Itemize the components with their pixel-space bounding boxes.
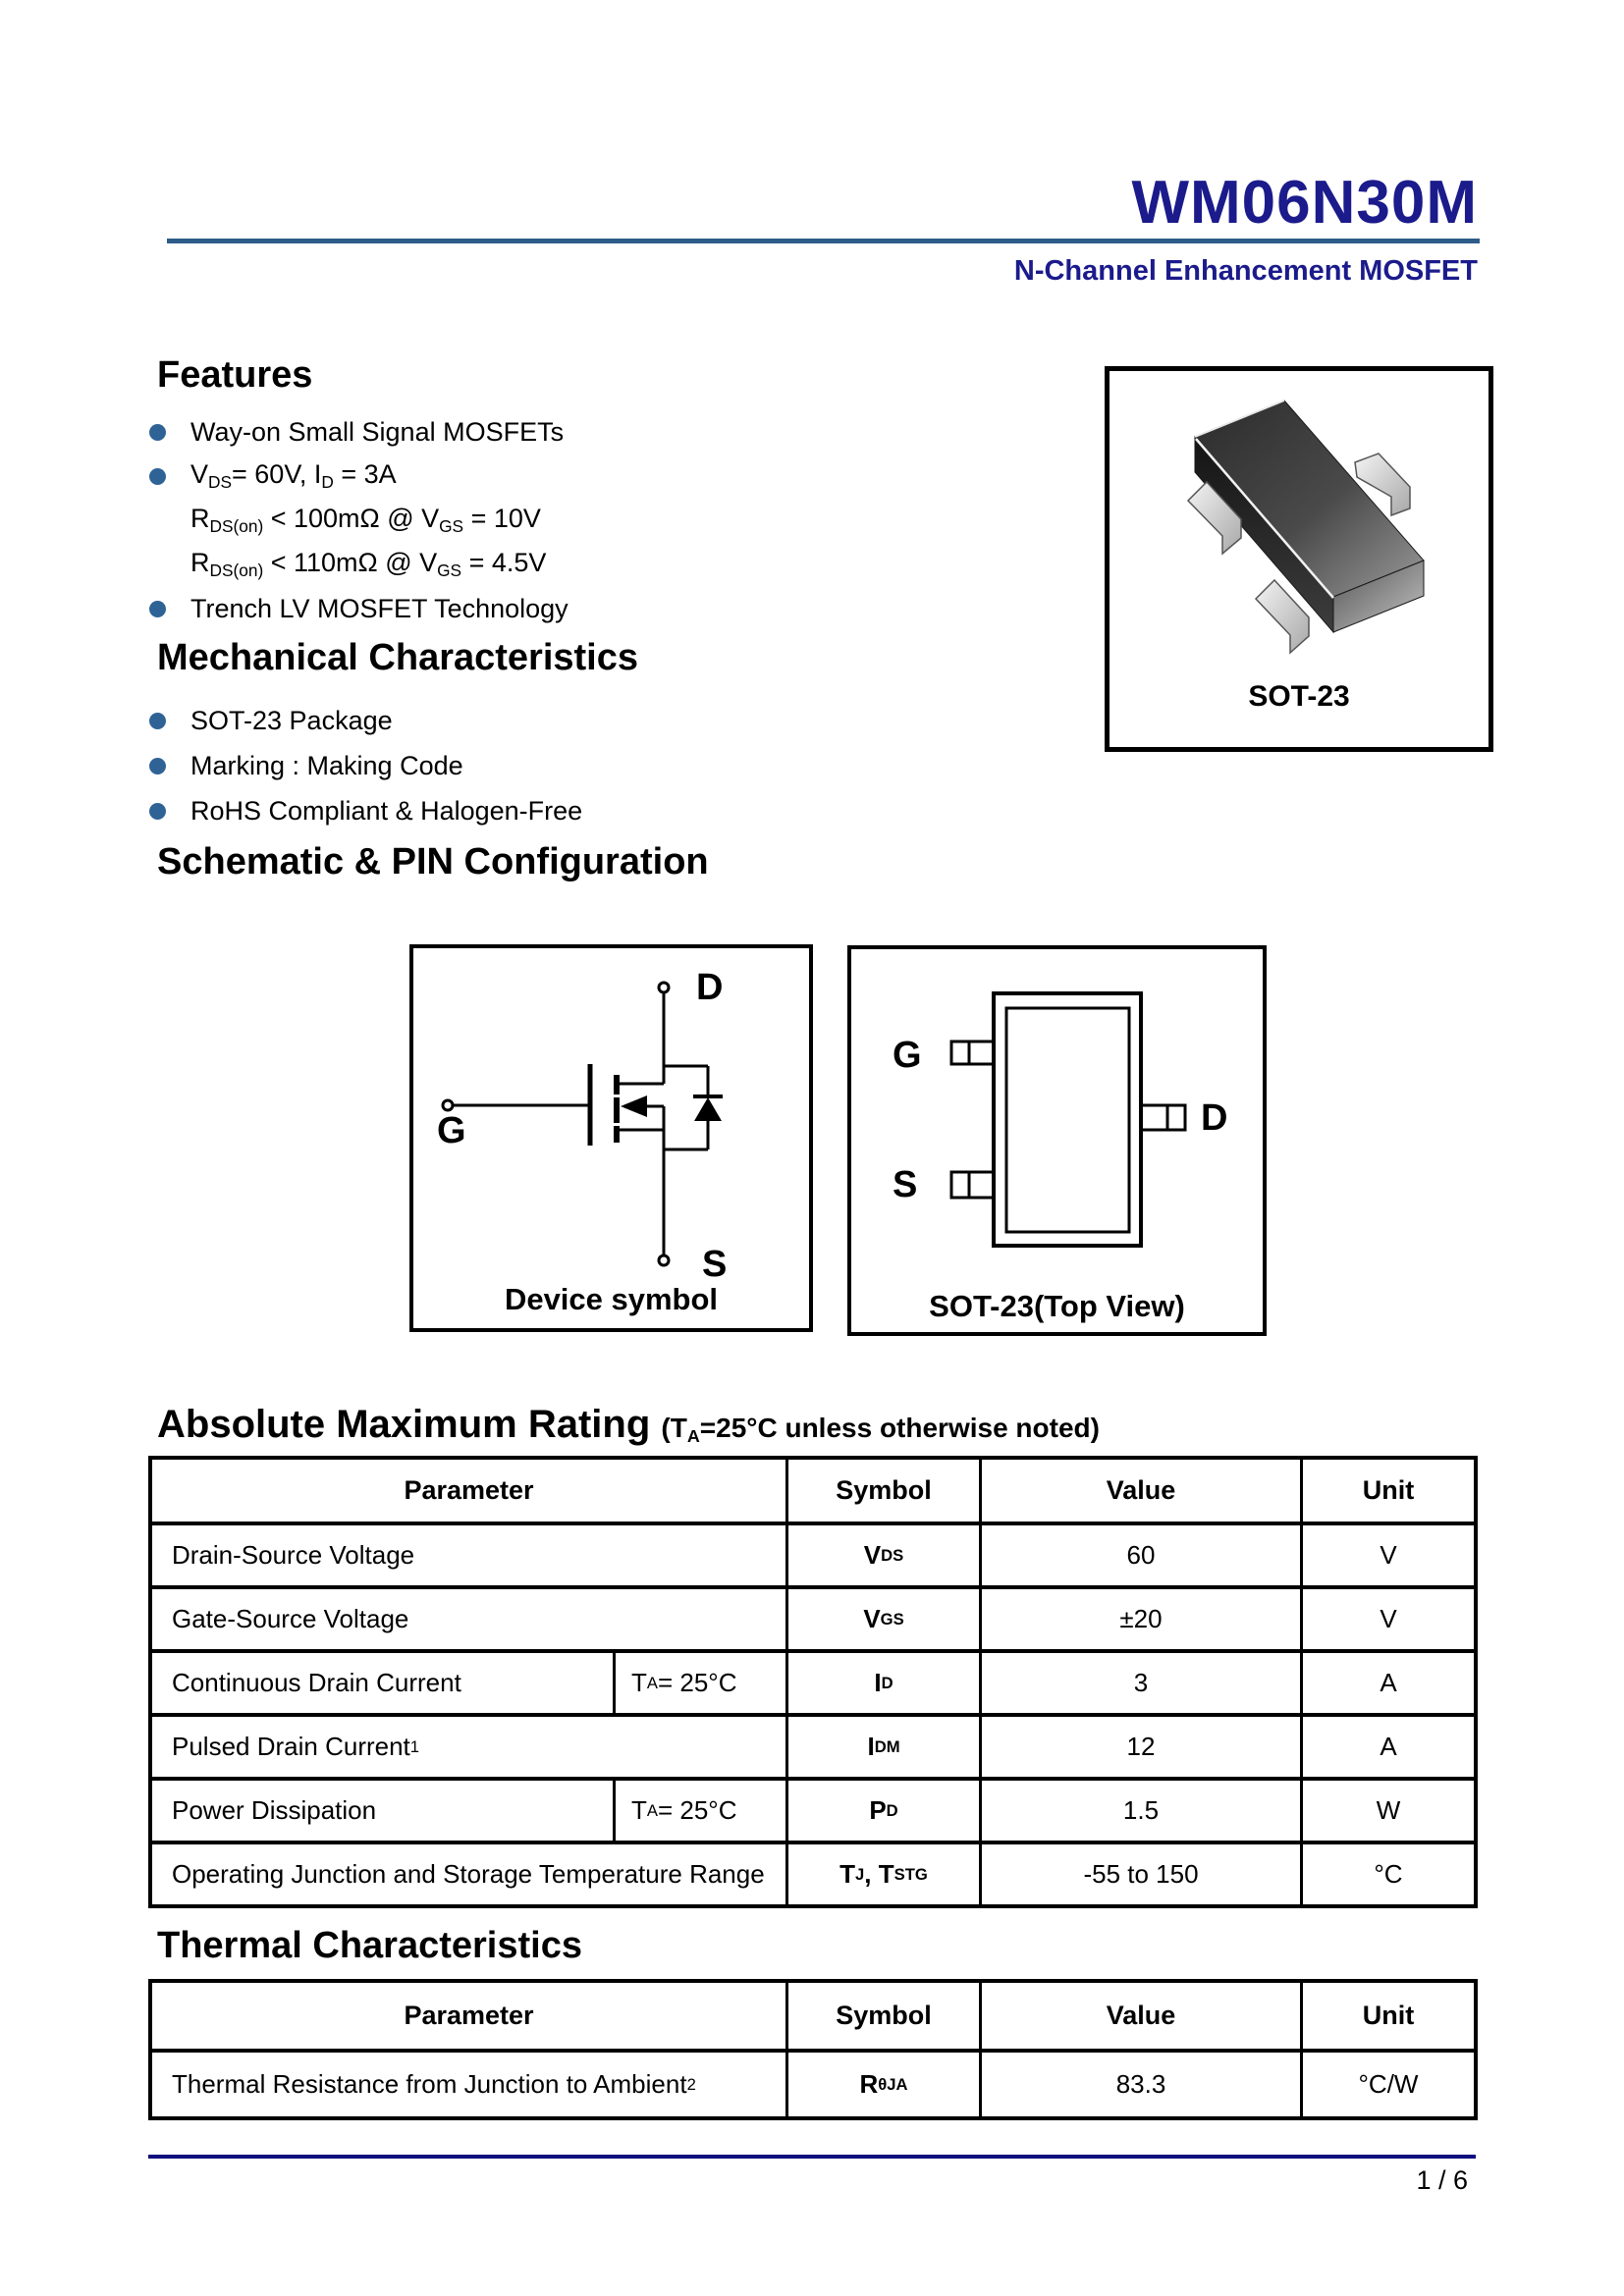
- value-cell: -55 to 150: [979, 1844, 1300, 1904]
- page-subtitle: N-Channel Enhancement MOSFET: [1013, 255, 1478, 287]
- col-parameter: Parameter: [404, 1475, 534, 1505]
- col-value: Value: [979, 1983, 1300, 2049]
- thermal-table-header: [152, 1983, 1474, 2049]
- unit-cell: °C/W: [1300, 2053, 1474, 2116]
- gate-terminal-dot: [443, 1100, 453, 1110]
- col-symbol: Symbol: [785, 1983, 979, 2049]
- bullet-icon: [149, 758, 166, 774]
- source-label: S: [702, 1244, 728, 1285]
- condition-text: T A = 25°C: [613, 1653, 785, 1713]
- bullet-icon: [149, 468, 166, 485]
- col-unit: Unit: [1300, 1983, 1474, 2049]
- abs-max-table: [148, 1456, 1478, 1908]
- features-list: [149, 410, 568, 631]
- drain-label: D: [696, 967, 724, 1008]
- table-row: [152, 1777, 1474, 1841]
- value-cell: 12: [979, 1717, 1300, 1777]
- feature-item: [149, 499, 568, 543]
- col-parameter: Parameter: [404, 2001, 534, 2030]
- page-title: WM06N30M: [1131, 169, 1478, 237]
- source-arrow: [621, 1095, 647, 1117]
- device-symbol-box: [409, 944, 813, 1332]
- feature-item: [149, 587, 568, 631]
- symbol-cell: T J , T STG: [785, 1844, 979, 1904]
- mechanical-item: [149, 698, 582, 743]
- col-symbol: Symbol: [785, 1460, 979, 1522]
- unit-cell: V: [1300, 1525, 1474, 1585]
- sot23-topview-diagram: [851, 949, 1263, 1332]
- unit-cell: V: [1300, 1589, 1474, 1649]
- body-diode: [694, 1097, 722, 1121]
- col-value: Value: [979, 1460, 1300, 1522]
- topview-source-label: S: [893, 1164, 918, 1205]
- abs-max-table-body: [152, 1522, 1474, 1904]
- footer-rule: [148, 2155, 1476, 2159]
- parameter-text: Continuous Drain Current: [172, 1668, 461, 1697]
- parameter-cell: [152, 1717, 785, 1777]
- package-photo-box: [1105, 366, 1493, 752]
- mechanical-item: [149, 743, 582, 788]
- bullet-icon: [149, 803, 166, 820]
- unit-cell: W: [1300, 1781, 1474, 1841]
- condition-text: T A = 25°C: [613, 1781, 785, 1841]
- source-terminal-dot: [659, 1255, 669, 1265]
- package-caption: SOT-23: [1248, 680, 1350, 713]
- mechanical-item-text: RoHS Compliant & Halogen-Free: [190, 795, 583, 826]
- bullet-icon: [149, 713, 166, 729]
- parameter-text: Drain-Source Voltage: [172, 1540, 415, 1570]
- features-heading: Features: [157, 354, 313, 396]
- value-cell: ±20: [979, 1589, 1300, 1649]
- drain-pin: [1141, 1105, 1185, 1130]
- value-cell: 60: [979, 1525, 1300, 1585]
- parameter-cell: [152, 1844, 785, 1904]
- device-symbol-caption: Device symbol: [504, 1282, 719, 1316]
- parameter-cell: [152, 1589, 785, 1649]
- abs-max-heading: [157, 1403, 1100, 1447]
- table-row: [152, 2049, 1474, 2116]
- symbol-cell: V DS: [785, 1525, 979, 1585]
- feature-item-text: Way-on Small Signal MOSFETs: [190, 417, 565, 447]
- abs-max-heading-text: Absolute Maximum Rating: [157, 1403, 651, 1446]
- symbol-cell: V GS: [785, 1589, 979, 1649]
- mechanical-item-text: SOT-23 Package: [190, 705, 393, 735]
- value-cell: 83.3: [979, 2053, 1300, 2116]
- topview-caption: SOT-23(Top View): [929, 1289, 1185, 1323]
- col-unit: Unit: [1300, 1460, 1474, 1522]
- parameter-text: Gate-Source Voltage: [172, 1604, 409, 1633]
- unit-cell: A: [1300, 1653, 1474, 1713]
- feature-item: [149, 410, 568, 454]
- thermal-table: [148, 1979, 1478, 2120]
- schematic-heading: Schematic & PIN Configuration: [157, 841, 709, 882]
- bullet-icon: [149, 424, 166, 441]
- thermal-heading: Thermal Characteristics: [157, 1925, 582, 1966]
- feature-item: [149, 543, 568, 587]
- table-row: [152, 1585, 1474, 1649]
- value-cell: 3: [979, 1653, 1300, 1713]
- symbol-cell: P D: [785, 1781, 979, 1841]
- thermal-table-body: [152, 2049, 1474, 2116]
- parameter-cell: [152, 2053, 785, 2116]
- source-pin: [951, 1172, 994, 1198]
- unit-cell: °C: [1300, 1844, 1474, 1904]
- parameter-cell: [152, 1653, 785, 1713]
- parameter-cell: [152, 1781, 785, 1841]
- table-row: [152, 1522, 1474, 1585]
- feature-item: [149, 454, 568, 499]
- mech-list: [149, 698, 582, 833]
- header-rule: [167, 239, 1480, 243]
- topview-drain-label: D: [1201, 1097, 1228, 1139]
- symbol-cell: I D: [785, 1653, 979, 1713]
- feature-item-text: $R_{DS(on)} < 110m\Omega$ @ $V_{GS} = 4.5V$: [190, 548, 547, 581]
- table-row: [152, 1841, 1474, 1904]
- parameter-text: Pulsed Drain Current 1: [172, 1732, 420, 1761]
- bullet-icon: [149, 601, 166, 617]
- table-row: [152, 1713, 1474, 1777]
- drain-terminal-dot: [659, 983, 669, 992]
- parameter-text: Power Dissipation: [172, 1795, 377, 1825]
- parameter-cell: [152, 1525, 785, 1585]
- page-number: 1 / 6: [1416, 2165, 1468, 2195]
- gate-pin: [951, 1041, 994, 1064]
- feature-item-text: $V_{DS}= 60V$, $I_D = 3A$: [190, 459, 397, 493]
- symbol-cell: I DM: [785, 1717, 979, 1777]
- topview-box: [847, 945, 1267, 1336]
- gate-label: G: [437, 1110, 466, 1151]
- value-cell: 1.5: [979, 1781, 1300, 1841]
- abs-max-heading-note: ($T_A=25^\circ C$ unless otherwise noted): [661, 1413, 1100, 1447]
- parameter-text: Operating Junction and Storage Temperature Range: [172, 1859, 765, 1889]
- feature-item-text: $R_{DS(on)} < 100m\Omega$ @ $V_{GS} = 10V$: [190, 504, 541, 537]
- mechanical-item-text: Marking : Making Code: [190, 750, 463, 780]
- mosfet-symbol: [413, 948, 809, 1328]
- unit-cell: A: [1300, 1717, 1474, 1777]
- table-row: [152, 1649, 1474, 1713]
- topview-gate-label: G: [893, 1035, 922, 1076]
- symbol-cell: R θJA: [785, 2053, 979, 2116]
- mechanical-item: [149, 788, 582, 833]
- abs-max-table-header: [152, 1460, 1474, 1522]
- parameter-text: Thermal Resistance from Junction to Ambient 2: [172, 2069, 696, 2099]
- mechanical-heading: Mechanical Characteristics: [157, 637, 639, 678]
- feature-item-text: Trench LV MOSFET Technology: [190, 594, 568, 623]
